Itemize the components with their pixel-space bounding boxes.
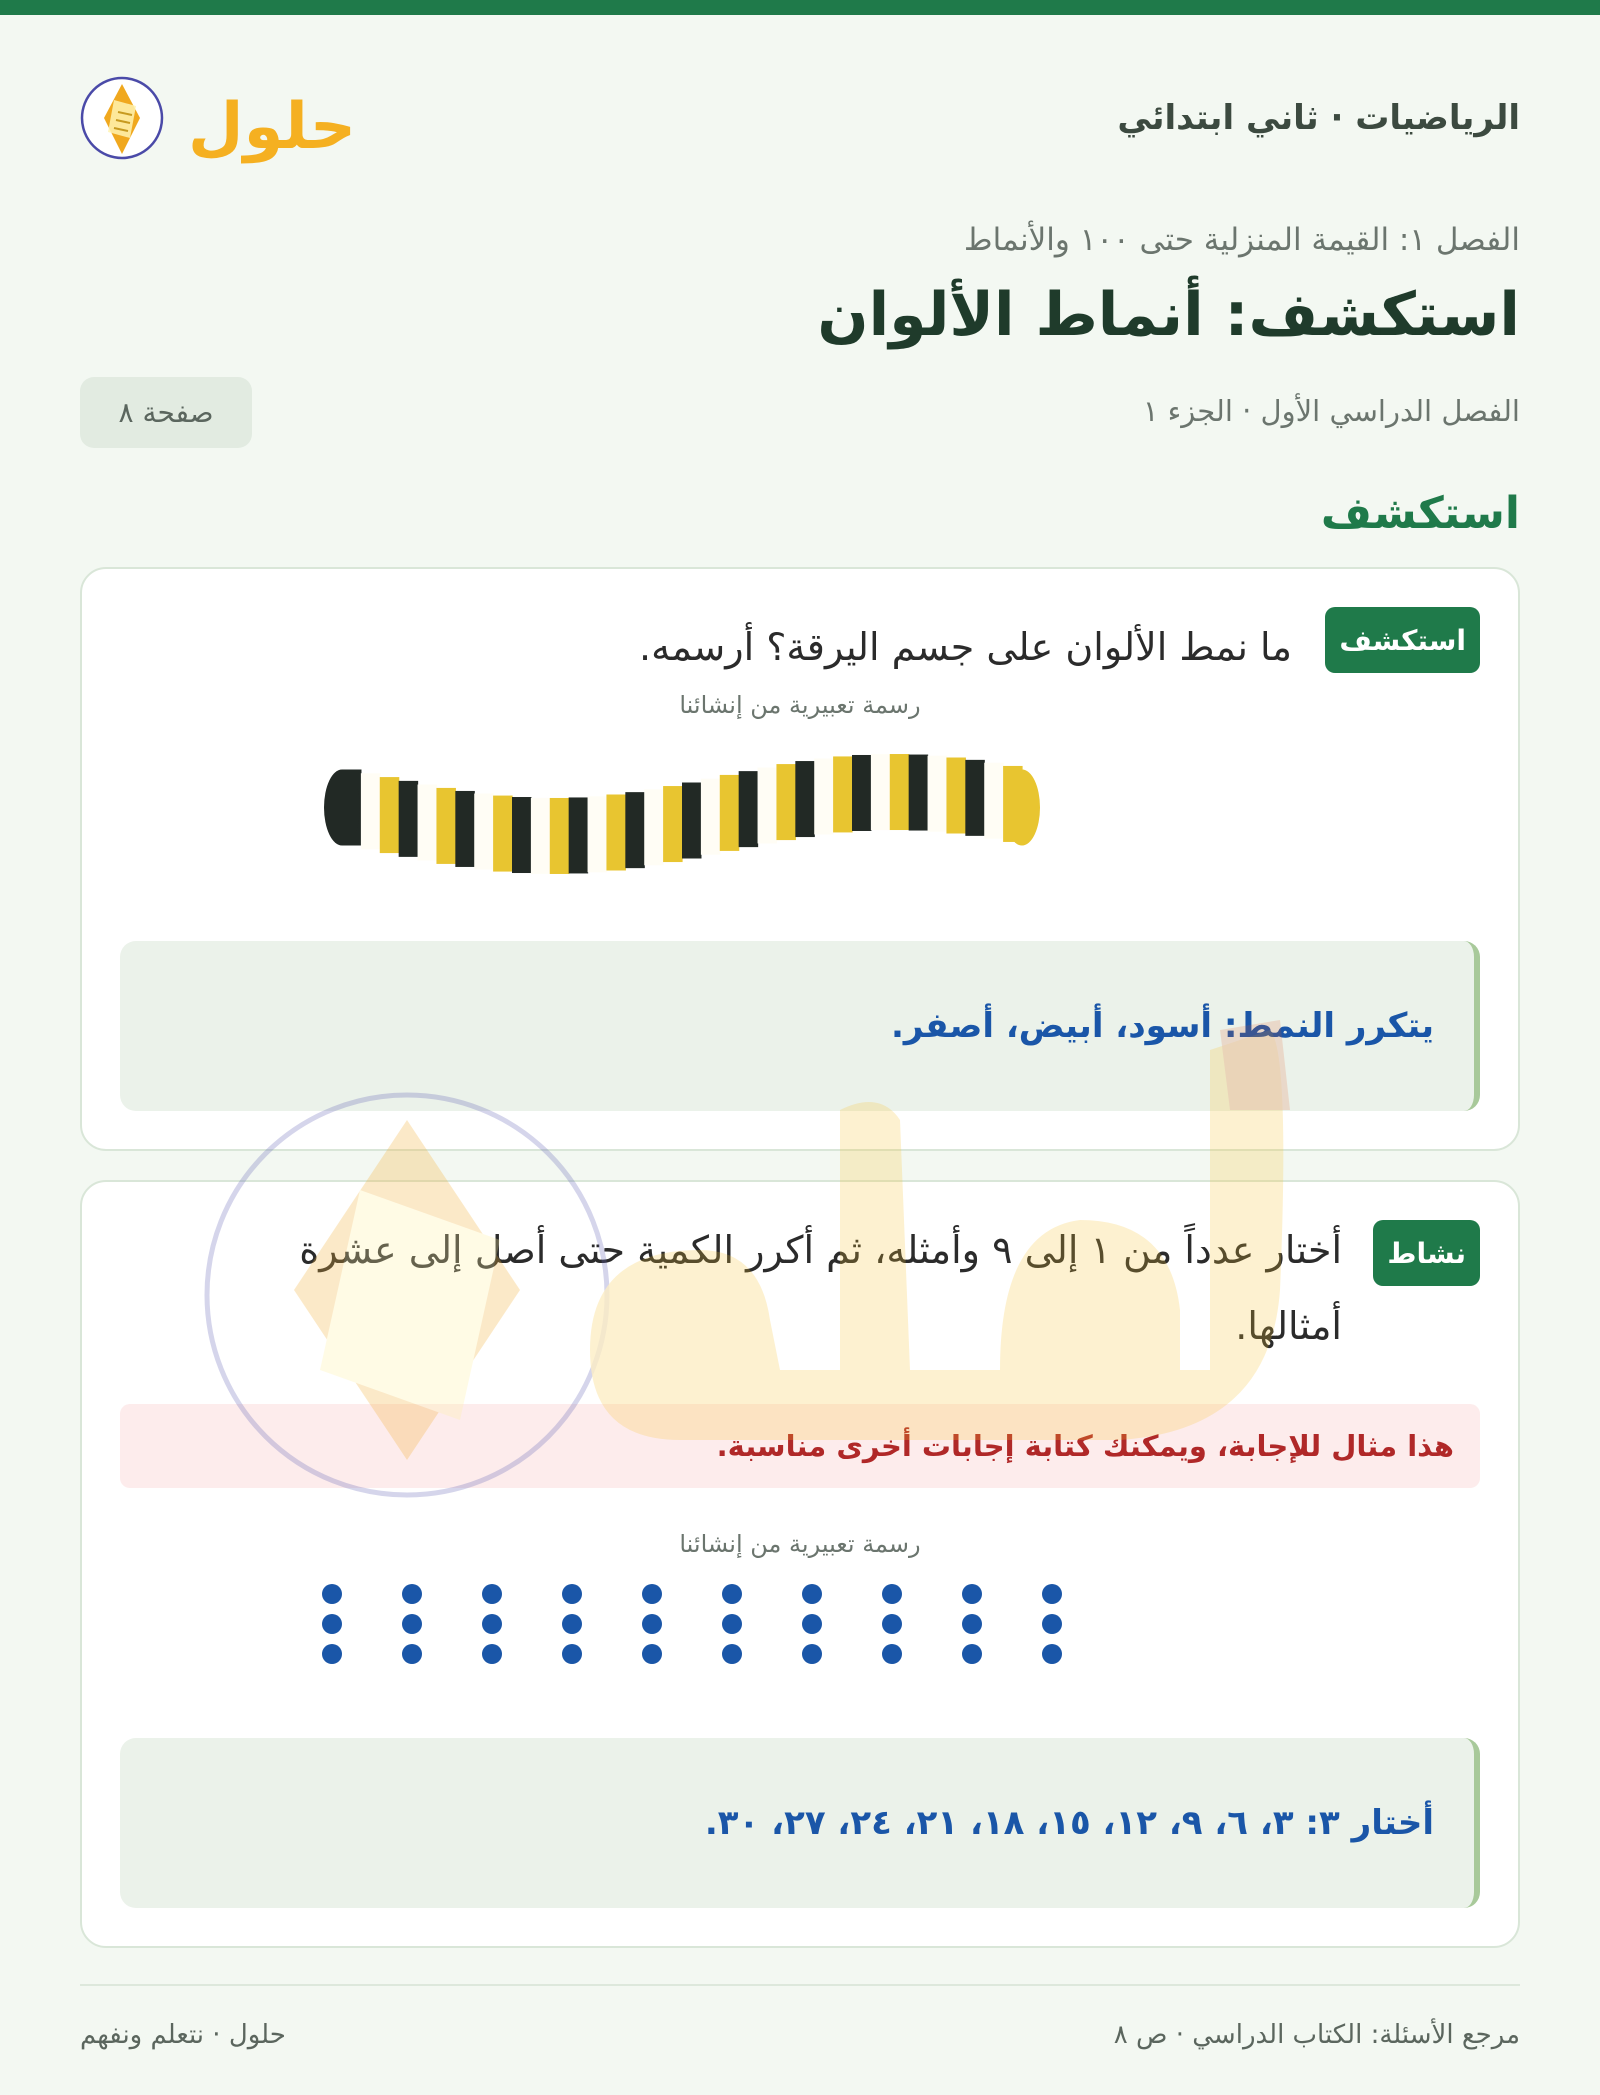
activity-question: أختار عدداً من ١ إلى ٩ وأمثله، ثم أكرر الكمية حتى أصل إلى عشرة أمثالها. <box>299 1228 1342 1348</box>
page-header <box>80 60 1520 190</box>
explore-question: ما نمط الألوان على جسم اليرقة؟ أرسمه. <box>639 625 1292 669</box>
caterpillar-stripe <box>512 797 531 873</box>
caterpillar-stripe <box>380 777 399 853</box>
caterpillar-stripe <box>928 756 947 832</box>
dot <box>402 1614 422 1634</box>
caterpillar-stripe <box>946 758 965 834</box>
caterpillar-stripe <box>569 797 588 873</box>
caterpillar-stripe <box>663 786 682 862</box>
dot <box>562 1644 582 1664</box>
caterpillar-tail <box>1004 769 1040 845</box>
illustration-caption: رسمة تعبيرية من إنشائنا <box>679 1530 921 1558</box>
dot <box>1042 1584 1062 1604</box>
dot <box>482 1584 502 1604</box>
dot <box>402 1644 422 1664</box>
answer-text: أختار ٣: ٣، ٦، ٩، ١٢، ١٥، ١٨، ٢١، ٢٤، ٢٧، ٣٠. <box>704 1803 1434 1843</box>
dot <box>962 1584 982 1604</box>
caterpillar-stripe <box>890 754 909 830</box>
activity-tag: نشاط <box>1373 1220 1480 1286</box>
dot <box>642 1614 662 1634</box>
caterpillar-stripe <box>720 775 739 851</box>
caterpillar-stripe <box>550 798 569 874</box>
caterpillar-stripe <box>625 792 644 868</box>
caterpillar-stripe <box>795 761 814 837</box>
dot <box>642 1644 662 1664</box>
answer-text: يتكرر النمط: أسود، أبيض، أصفر. <box>890 1006 1434 1046</box>
dot <box>802 1614 822 1634</box>
caterpillar-stripe <box>814 758 833 834</box>
caterpillar-stripe <box>965 760 984 836</box>
lesson-title: استكشف: أنماط الألوان <box>817 280 1520 350</box>
chapter-label: الفصل ١: القيمة المنزلية حتى ١٠٠ والأنماط <box>963 222 1520 258</box>
footer-divider <box>80 1984 1520 1986</box>
dot <box>482 1614 502 1634</box>
explore-tag: استكشف <box>1325 607 1480 673</box>
caterpillar-stripe <box>682 783 701 859</box>
caterpillar-stripe <box>644 789 663 865</box>
caterpillar-stripe <box>758 767 777 843</box>
dot <box>882 1644 902 1664</box>
term-label: الفصل الدراسي الأول · الجزء ١ <box>1142 394 1520 428</box>
explore-card <box>80 567 1520 1151</box>
footer-brand: حلول · نتعلم ونفهم <box>80 2020 286 2050</box>
page-badge: صفحة ٨ <box>80 377 252 448</box>
dot <box>562 1614 582 1634</box>
caterpillar-stripe <box>739 771 758 847</box>
answer-box <box>120 1738 1480 1908</box>
caterpillar-stripe <box>399 781 418 857</box>
caterpillar-stripe <box>701 779 720 855</box>
dot-groups-illustration <box>312 1574 1072 1674</box>
dot <box>642 1584 662 1604</box>
caterpillar-stripe <box>909 755 928 831</box>
dot <box>402 1584 422 1604</box>
caterpillar-head <box>324 769 360 845</box>
dot <box>722 1614 742 1634</box>
caterpillar-stripe <box>776 764 795 840</box>
dot <box>562 1584 582 1604</box>
caterpillar-stripe <box>588 796 607 872</box>
caterpillar-stripe <box>361 773 380 849</box>
dot <box>722 1644 742 1664</box>
caterpillar-stripe <box>984 763 1003 839</box>
subject-label: الرياضيات · ثاني ابتدائي <box>1117 98 1520 138</box>
caterpillar-stripe <box>418 785 437 861</box>
caterpillar-stripe <box>852 755 871 831</box>
caterpillar-stripe <box>436 788 455 864</box>
dot <box>322 1584 342 1604</box>
answer-box <box>120 941 1480 1111</box>
caterpillar-stripe <box>531 798 550 874</box>
dot <box>882 1584 902 1604</box>
dot <box>882 1614 902 1634</box>
hulul-logo[interactable] <box>80 60 370 180</box>
caterpillar-stripe <box>606 794 625 870</box>
section-title: استكشف <box>1320 488 1520 539</box>
caterpillar-illustration <box>322 749 1042 879</box>
caterpillar-stripe <box>871 754 890 830</box>
dot <box>962 1614 982 1634</box>
caterpillar-stripe <box>493 796 512 872</box>
caterpillar-stripe <box>455 791 474 867</box>
dot <box>962 1644 982 1664</box>
dot <box>322 1614 342 1634</box>
caterpillar-stripe <box>474 794 493 870</box>
dot <box>1042 1644 1062 1664</box>
illustration-caption: رسمة تعبيرية من إنشائنا <box>679 691 921 719</box>
dot <box>322 1644 342 1664</box>
activity-card <box>80 1180 1520 1948</box>
dot <box>802 1644 822 1664</box>
caterpillar-stripe <box>833 756 852 832</box>
svg-text:حلول: حلول <box>188 90 356 164</box>
footer-reference: مرجع الأسئلة: الكتاب الدراسي · ص ٨ <box>1113 2020 1520 2050</box>
dot <box>482 1644 502 1664</box>
dot <box>802 1584 822 1604</box>
top-accent-bar <box>0 0 1600 15</box>
dot <box>1042 1614 1062 1634</box>
example-note: هذا مثال للإجابة، ويمكنك كتابة إجابات أخرى مناسبة. <box>120 1404 1480 1488</box>
dot <box>722 1584 742 1604</box>
